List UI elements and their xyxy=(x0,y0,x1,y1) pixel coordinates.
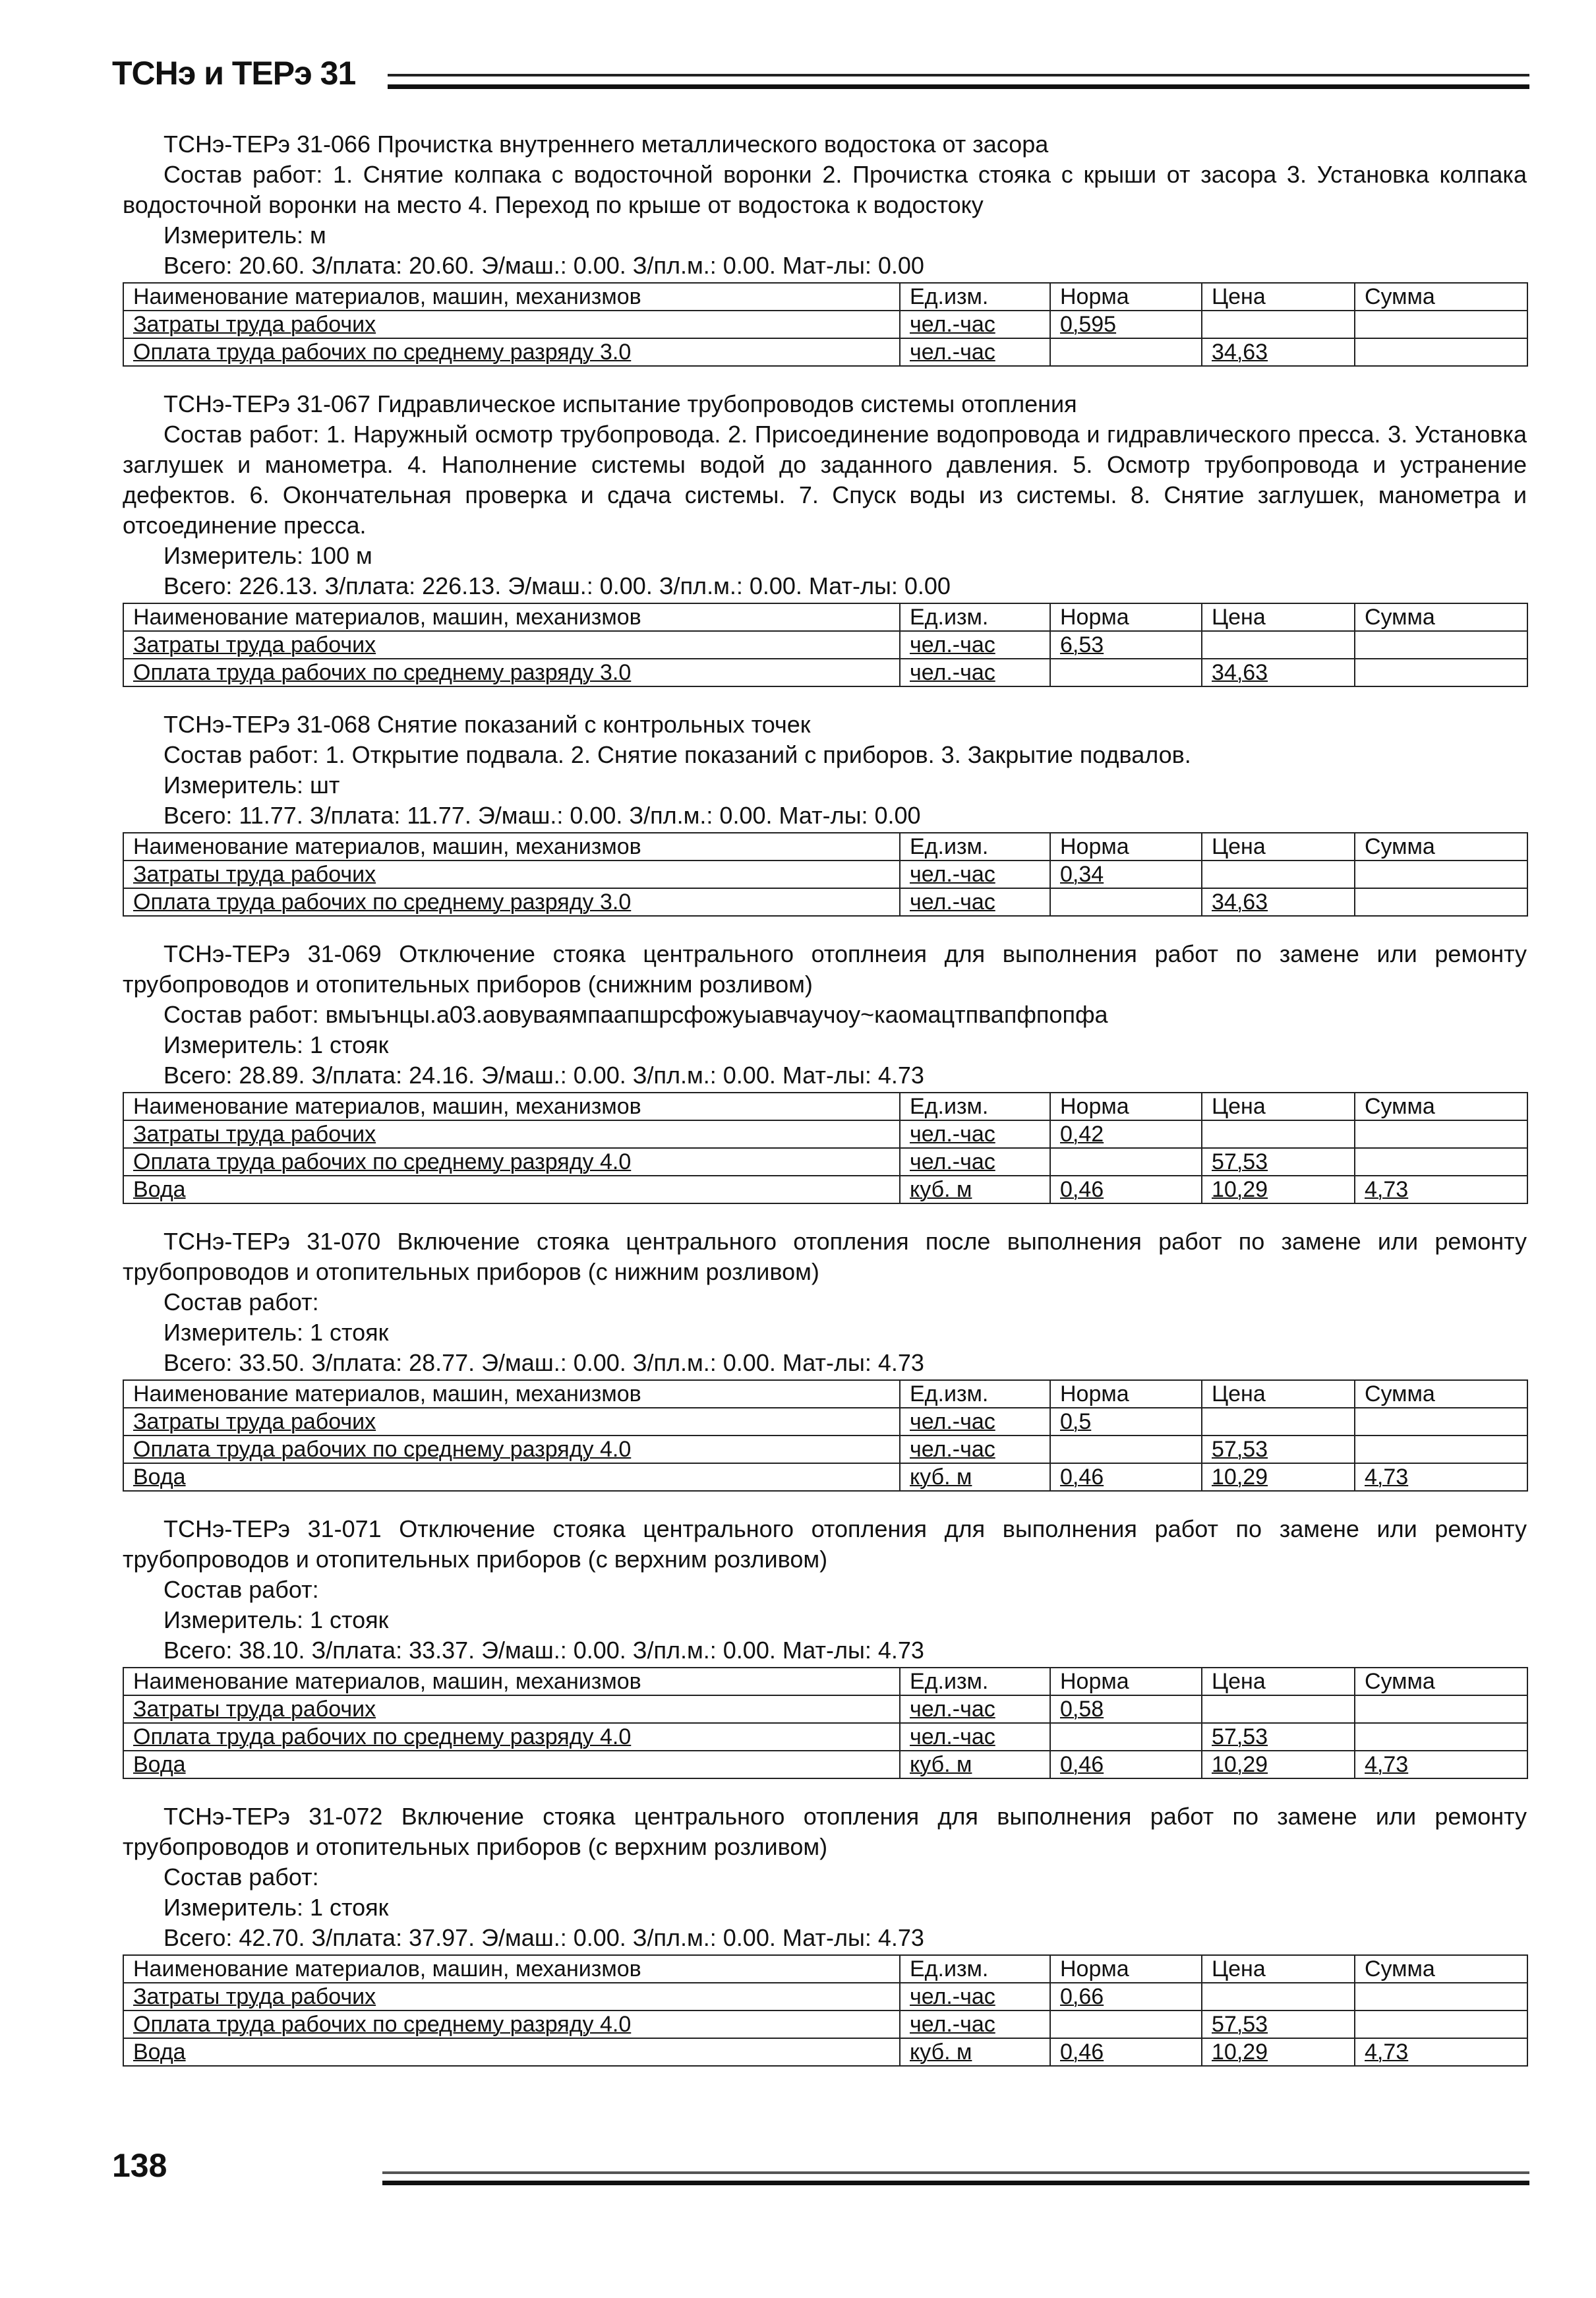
footer-rule-thick xyxy=(382,2181,1529,2185)
table-row xyxy=(123,888,1527,916)
table-row xyxy=(123,1695,1527,1723)
resources-table xyxy=(123,1954,1528,2067)
resources-table xyxy=(123,1379,1528,1492)
column-header: Наименование материалов, машин, механизмов xyxy=(123,833,900,861)
table-row xyxy=(123,311,1527,338)
column-header: Ед.изм. xyxy=(900,1668,1050,1695)
table-cell xyxy=(1050,659,1202,686)
table-cell xyxy=(1355,1695,1527,1723)
column-header: Норма xyxy=(1050,1668,1202,1695)
table-cell xyxy=(1355,338,1527,366)
measure-unit: Измеритель: 1 стояк xyxy=(163,1606,389,1633)
table-cell xyxy=(1355,861,1527,888)
column-header: Норма xyxy=(1050,1380,1202,1408)
table-cell xyxy=(1202,1983,1355,2011)
resources-table xyxy=(123,832,1528,917)
table-cell: чел.-час xyxy=(900,861,1050,888)
table-cell xyxy=(1050,1148,1202,1176)
table-row xyxy=(123,659,1527,686)
table-cell: 0,58 xyxy=(1050,1695,1202,1723)
header-rule-thin xyxy=(388,74,1529,76)
resources-table xyxy=(123,1667,1528,1779)
table-cell: 4,73 xyxy=(1355,1176,1527,1203)
column-header: Наименование материалов, машин, механизмов xyxy=(123,1955,900,1983)
table-cell: 0,34 xyxy=(1050,861,1202,888)
measure-unit: Измеритель: 1 стояк xyxy=(163,1319,389,1346)
section-title: ТСНэ-ТЕРэ 31-070 Включение стояка центрального отопления после выполнения работ по замене или ремонту трубопроводов и отопительных приборов (с нижним розливом) xyxy=(123,1228,1527,1285)
table-cell xyxy=(1355,888,1527,916)
table-cell: Затраты труда рабочих xyxy=(123,631,900,659)
column-header: Сумма xyxy=(1355,603,1527,631)
cost-totals: Всего: 38.10. З/плата: 33.37. Э/маш.: 0.00. З/пл.м.: 0.00. Мат-лы: 4.73 xyxy=(163,1637,924,1664)
table-cell xyxy=(1050,1723,1202,1751)
table-cell xyxy=(1355,659,1527,686)
content-body xyxy=(123,129,1527,2089)
table-cell: Затраты труда рабочих xyxy=(123,861,900,888)
table-cell: 10,29 xyxy=(1202,1751,1355,1778)
table-cell xyxy=(1355,1723,1527,1751)
column-header: Цена xyxy=(1202,603,1355,631)
table-cell: Оплата труда рабочих по среднему разряду 3.0 xyxy=(123,888,900,916)
column-header: Цена xyxy=(1202,1955,1355,1983)
header-rule-thick xyxy=(388,84,1529,89)
measure-unit: Измеритель: шт xyxy=(163,771,340,799)
table-header-row xyxy=(123,283,1527,311)
table-row xyxy=(123,631,1527,659)
estimate-section xyxy=(123,939,1527,1204)
table-cell xyxy=(1355,2011,1527,2038)
resources-table xyxy=(123,1092,1528,1204)
table-row xyxy=(123,861,1527,888)
table-cell: чел.-час xyxy=(900,338,1050,366)
table-cell: Вода xyxy=(123,1463,900,1491)
estimate-section xyxy=(123,129,1527,367)
table-cell: куб. м xyxy=(900,1463,1050,1491)
table-cell: Затраты труда рабочих xyxy=(123,1408,900,1436)
cost-totals: Всего: 28.89. З/плата: 24.16. Э/маш.: 0.00. З/пл.м.: 0.00. Мат-лы: 4.73 xyxy=(163,1062,924,1089)
cost-totals: Всего: 11.77. З/плата: 11.77. Э/маш.: 0.00. З/пл.м.: 0.00. Мат-лы: 0.00 xyxy=(163,802,921,829)
table-cell: Оплата труда рабочих по среднему разряду 3.0 xyxy=(123,338,900,366)
table-row xyxy=(123,2011,1527,2038)
section-title: ТСНэ-ТЕРэ 31-067 Гидравлическое испытание трубопроводов системы отопления xyxy=(163,390,1077,417)
table-cell: 0,42 xyxy=(1050,1120,1202,1148)
table-cell: 10,29 xyxy=(1202,1176,1355,1203)
work-composition: Состав работ: 1. Наружный осмотр трубопровода. 2. Присоединение водопровода и гидравлического пресса. 3. Установка заглушек и манометра. 4. Наполнение системы водой до заданного давления. 5. Осмотр трубопровода и устранение дефектов. 6. Окончательная проверка и сдача системы. 7. Спуск воды из системы. 8. Снятие заглушек, манометра и отсоединение пресса. xyxy=(123,421,1527,539)
table-cell: 6,53 xyxy=(1050,631,1202,659)
table-row xyxy=(123,1120,1527,1148)
measure-unit: Измеритель: м xyxy=(163,222,326,249)
table-row xyxy=(123,1751,1527,1778)
table-cell: 0,5 xyxy=(1050,1408,1202,1436)
column-header: Норма xyxy=(1050,833,1202,861)
cost-totals: Всего: 226.13. З/плата: 226.13. Э/маш.: 0.00. З/пл.м.: 0.00. Мат-лы: 0.00 xyxy=(163,572,951,599)
table-cell: 57,53 xyxy=(1202,1723,1355,1751)
table-header-row xyxy=(123,603,1527,631)
table-cell xyxy=(1202,861,1355,888)
resources-table xyxy=(123,282,1528,367)
table-cell: чел.-час xyxy=(900,1695,1050,1723)
table-header-row xyxy=(123,1093,1527,1120)
table-cell: Оплата труда рабочих по среднему разряду 3.0 xyxy=(123,659,900,686)
table-row xyxy=(123,1176,1527,1203)
column-header: Цена xyxy=(1202,1380,1355,1408)
table-cell: Оплата труда рабочих по среднему разряду 4.0 xyxy=(123,1436,900,1463)
measure-unit: Измеритель: 1 стояк xyxy=(163,1031,389,1058)
table-cell: куб. м xyxy=(900,1751,1050,1778)
table-cell: Вода xyxy=(123,2038,900,2066)
table-cell xyxy=(1202,311,1355,338)
column-header: Цена xyxy=(1202,1668,1355,1695)
column-header: Ед.изм. xyxy=(900,833,1050,861)
table-cell: Оплата труда рабочих по среднему разряду 4.0 xyxy=(123,1148,900,1176)
table-cell xyxy=(1355,1436,1527,1463)
column-header: Цена xyxy=(1202,1093,1355,1120)
table-cell: 57,53 xyxy=(1202,1436,1355,1463)
table-header-row xyxy=(123,1380,1527,1408)
estimate-section xyxy=(123,1514,1527,1779)
column-header: Ед.изм. xyxy=(900,283,1050,311)
column-header: Цена xyxy=(1202,283,1355,311)
table-header-row xyxy=(123,1668,1527,1695)
table-cell: чел.-час xyxy=(900,1436,1050,1463)
column-header: Норма xyxy=(1050,283,1202,311)
table-cell xyxy=(1050,888,1202,916)
table-header-row xyxy=(123,833,1527,861)
table-cell: 0,66 xyxy=(1050,1983,1202,2011)
table-cell: Затраты труда рабочих xyxy=(123,311,900,338)
column-header: Сумма xyxy=(1355,1955,1527,1983)
table-cell xyxy=(1355,1408,1527,1436)
cost-totals: Всего: 33.50. З/плата: 28.77. Э/маш.: 0.00. З/пл.м.: 0.00. Мат-лы: 4.73 xyxy=(163,1349,924,1376)
table-cell xyxy=(1050,2011,1202,2038)
page-number: 138 xyxy=(112,2147,167,2184)
table-cell xyxy=(1050,1436,1202,1463)
table-cell xyxy=(1202,1120,1355,1148)
table-cell: куб. м xyxy=(900,2038,1050,2066)
table-cell: чел.-час xyxy=(900,1983,1050,2011)
table-cell: куб. м xyxy=(900,1176,1050,1203)
table-cell: 0,46 xyxy=(1050,1751,1202,1778)
table-cell: Затраты труда рабочих xyxy=(123,1983,900,2011)
column-header: Наименование материалов, машин, механизмов xyxy=(123,603,900,631)
table-cell: 0,46 xyxy=(1050,1463,1202,1491)
table-cell xyxy=(1202,1695,1355,1723)
section-title: ТСНэ-ТЕРэ 31-066 Прочистка внутреннего металлического водостока от засора xyxy=(163,131,1049,158)
table-row xyxy=(123,338,1527,366)
table-cell: 4,73 xyxy=(1355,2038,1527,2066)
table-row xyxy=(123,1408,1527,1436)
table-cell: Затраты труда рабочих xyxy=(123,1695,900,1723)
table-cell xyxy=(1355,311,1527,338)
table-cell: 4,73 xyxy=(1355,1463,1527,1491)
column-header: Ед.изм. xyxy=(900,1380,1050,1408)
table-row xyxy=(123,1148,1527,1176)
section-title: ТСНэ-ТЕРэ 31-069 Отключение стояка центрального отоплнеия для выполнения работ по замене или ремонту трубопроводов и отопительных приборов (снижним розливом) xyxy=(123,940,1527,998)
table-cell: чел.-час xyxy=(900,1148,1050,1176)
table-cell: 10,29 xyxy=(1202,1463,1355,1491)
table-cell: 34,63 xyxy=(1202,888,1355,916)
table-cell xyxy=(1355,1148,1527,1176)
column-header: Сумма xyxy=(1355,1668,1527,1695)
table-cell: чел.-час xyxy=(900,1408,1050,1436)
page-footer xyxy=(112,2146,1529,2199)
table-cell: Оплата труда рабочих по среднему разряду 4.0 xyxy=(123,2011,900,2038)
table-cell: чел.-час xyxy=(900,631,1050,659)
cost-totals: Всего: 42.70. З/плата: 37.97. Э/маш.: 0.00. З/пл.м.: 0.00. Мат-лы: 4.73 xyxy=(163,1924,924,1951)
table-cell: 57,53 xyxy=(1202,1148,1355,1176)
table-cell: 34,63 xyxy=(1202,338,1355,366)
table-row xyxy=(123,1723,1527,1751)
table-cell xyxy=(1355,1983,1527,2011)
column-header: Наименование материалов, машин, механизмов xyxy=(123,283,900,311)
work-composition: Состав работ: xyxy=(163,1288,319,1315)
table-row xyxy=(123,2038,1527,2066)
estimate-section xyxy=(123,1801,1527,2067)
running-head-title: ТСНэ и ТЕРэ 31 xyxy=(112,55,356,92)
resources-table xyxy=(123,603,1528,687)
table-cell: чел.-час xyxy=(900,311,1050,338)
column-header: Сумма xyxy=(1355,283,1527,311)
column-header: Ед.изм. xyxy=(900,1093,1050,1120)
column-header: Норма xyxy=(1050,1955,1202,1983)
page-header xyxy=(112,53,1529,106)
column-header: Сумма xyxy=(1355,1093,1527,1120)
table-cell: Вода xyxy=(123,1176,900,1203)
column-header: Норма xyxy=(1050,1093,1202,1120)
table-cell xyxy=(1355,631,1527,659)
column-header: Сумма xyxy=(1355,833,1527,861)
work-composition: Состав работ: xyxy=(163,1863,319,1890)
column-header: Ед.изм. xyxy=(900,603,1050,631)
table-cell: 57,53 xyxy=(1202,2011,1355,2038)
table-cell xyxy=(1355,1120,1527,1148)
table-cell: чел.-час xyxy=(900,1723,1050,1751)
measure-unit: Измеритель: 1 стояк xyxy=(163,1894,389,1921)
work-composition: Состав работ: xyxy=(163,1576,319,1603)
estimate-section xyxy=(123,1226,1527,1492)
work-composition: Состав работ: 1. Снятие колпака с водосточной воронки 2. Прочистка стояка с крыши от засора 3. Установка колпака водосточной воронки на место 4. Переход по крыше от водостока к водостоку xyxy=(123,161,1527,218)
table-cell: Затраты труда рабочих xyxy=(123,1120,900,1148)
estimate-section xyxy=(123,389,1527,687)
column-header: Сумма xyxy=(1355,1380,1527,1408)
table-cell: 10,29 xyxy=(1202,2038,1355,2066)
table-cell: чел.-час xyxy=(900,659,1050,686)
measure-unit: Измеритель: 100 м xyxy=(163,542,372,569)
table-cell: Вода xyxy=(123,1751,900,1778)
footer-rule-thin xyxy=(382,2171,1529,2174)
table-row xyxy=(123,1463,1527,1491)
table-cell: 0,46 xyxy=(1050,2038,1202,2066)
table-cell xyxy=(1202,1408,1355,1436)
table-row xyxy=(123,1983,1527,2011)
table-cell: 34,63 xyxy=(1202,659,1355,686)
table-cell: чел.-час xyxy=(900,2011,1050,2038)
column-header: Наименование материалов, машин, механизмов xyxy=(123,1380,900,1408)
column-header: Цена xyxy=(1202,833,1355,861)
table-cell: чел.-час xyxy=(900,888,1050,916)
column-header: Ед.изм. xyxy=(900,1955,1050,1983)
column-header: Наименование материалов, машин, механизмов xyxy=(123,1668,900,1695)
section-title: ТСНэ-ТЕРэ 31-072 Включение стояка центрального отопления для выполнения работ по замене или ремонту трубопроводов и отопительных приборов (с верхним розливом) xyxy=(123,1803,1527,1860)
column-header: Норма xyxy=(1050,603,1202,631)
column-header: Наименование материалов, машин, механизмов xyxy=(123,1093,900,1120)
estimate-section xyxy=(123,710,1527,917)
table-row xyxy=(123,1436,1527,1463)
work-composition: Состав работ: 1. Открытие подвала. 2. Снятие показаний с приборов. 3. Закрытие подвалов. xyxy=(163,741,1191,768)
section-title: ТСНэ-ТЕРэ 31-071 Отключение стояка центрального отопления для выполнения работ по замене или ремонту трубопроводов и отопительных приборов (с верхним розливом) xyxy=(123,1515,1527,1573)
table-cell: Оплата труда рабочих по среднему разряду 4.0 xyxy=(123,1723,900,1751)
table-cell xyxy=(1202,631,1355,659)
table-cell xyxy=(1050,338,1202,366)
table-cell: 0,46 xyxy=(1050,1176,1202,1203)
table-cell: чел.-час xyxy=(900,1120,1050,1148)
cost-totals: Всего: 20.60. З/плата: 20.60. Э/маш.: 0.00. З/пл.м.: 0.00. Мат-лы: 0.00 xyxy=(163,252,924,279)
section-title: ТСНэ-ТЕРэ 31-068 Снятие показаний с контрольных точек xyxy=(163,711,811,738)
table-cell: 0,595 xyxy=(1050,311,1202,338)
table-cell: 4,73 xyxy=(1355,1751,1527,1778)
work-composition: Состав работ: вмыънцы.а03.аовуваямпаапшрсфожуыавчаучоу~каомацтпвапфпопфа xyxy=(163,1001,1108,1028)
table-header-row xyxy=(123,1955,1527,1983)
